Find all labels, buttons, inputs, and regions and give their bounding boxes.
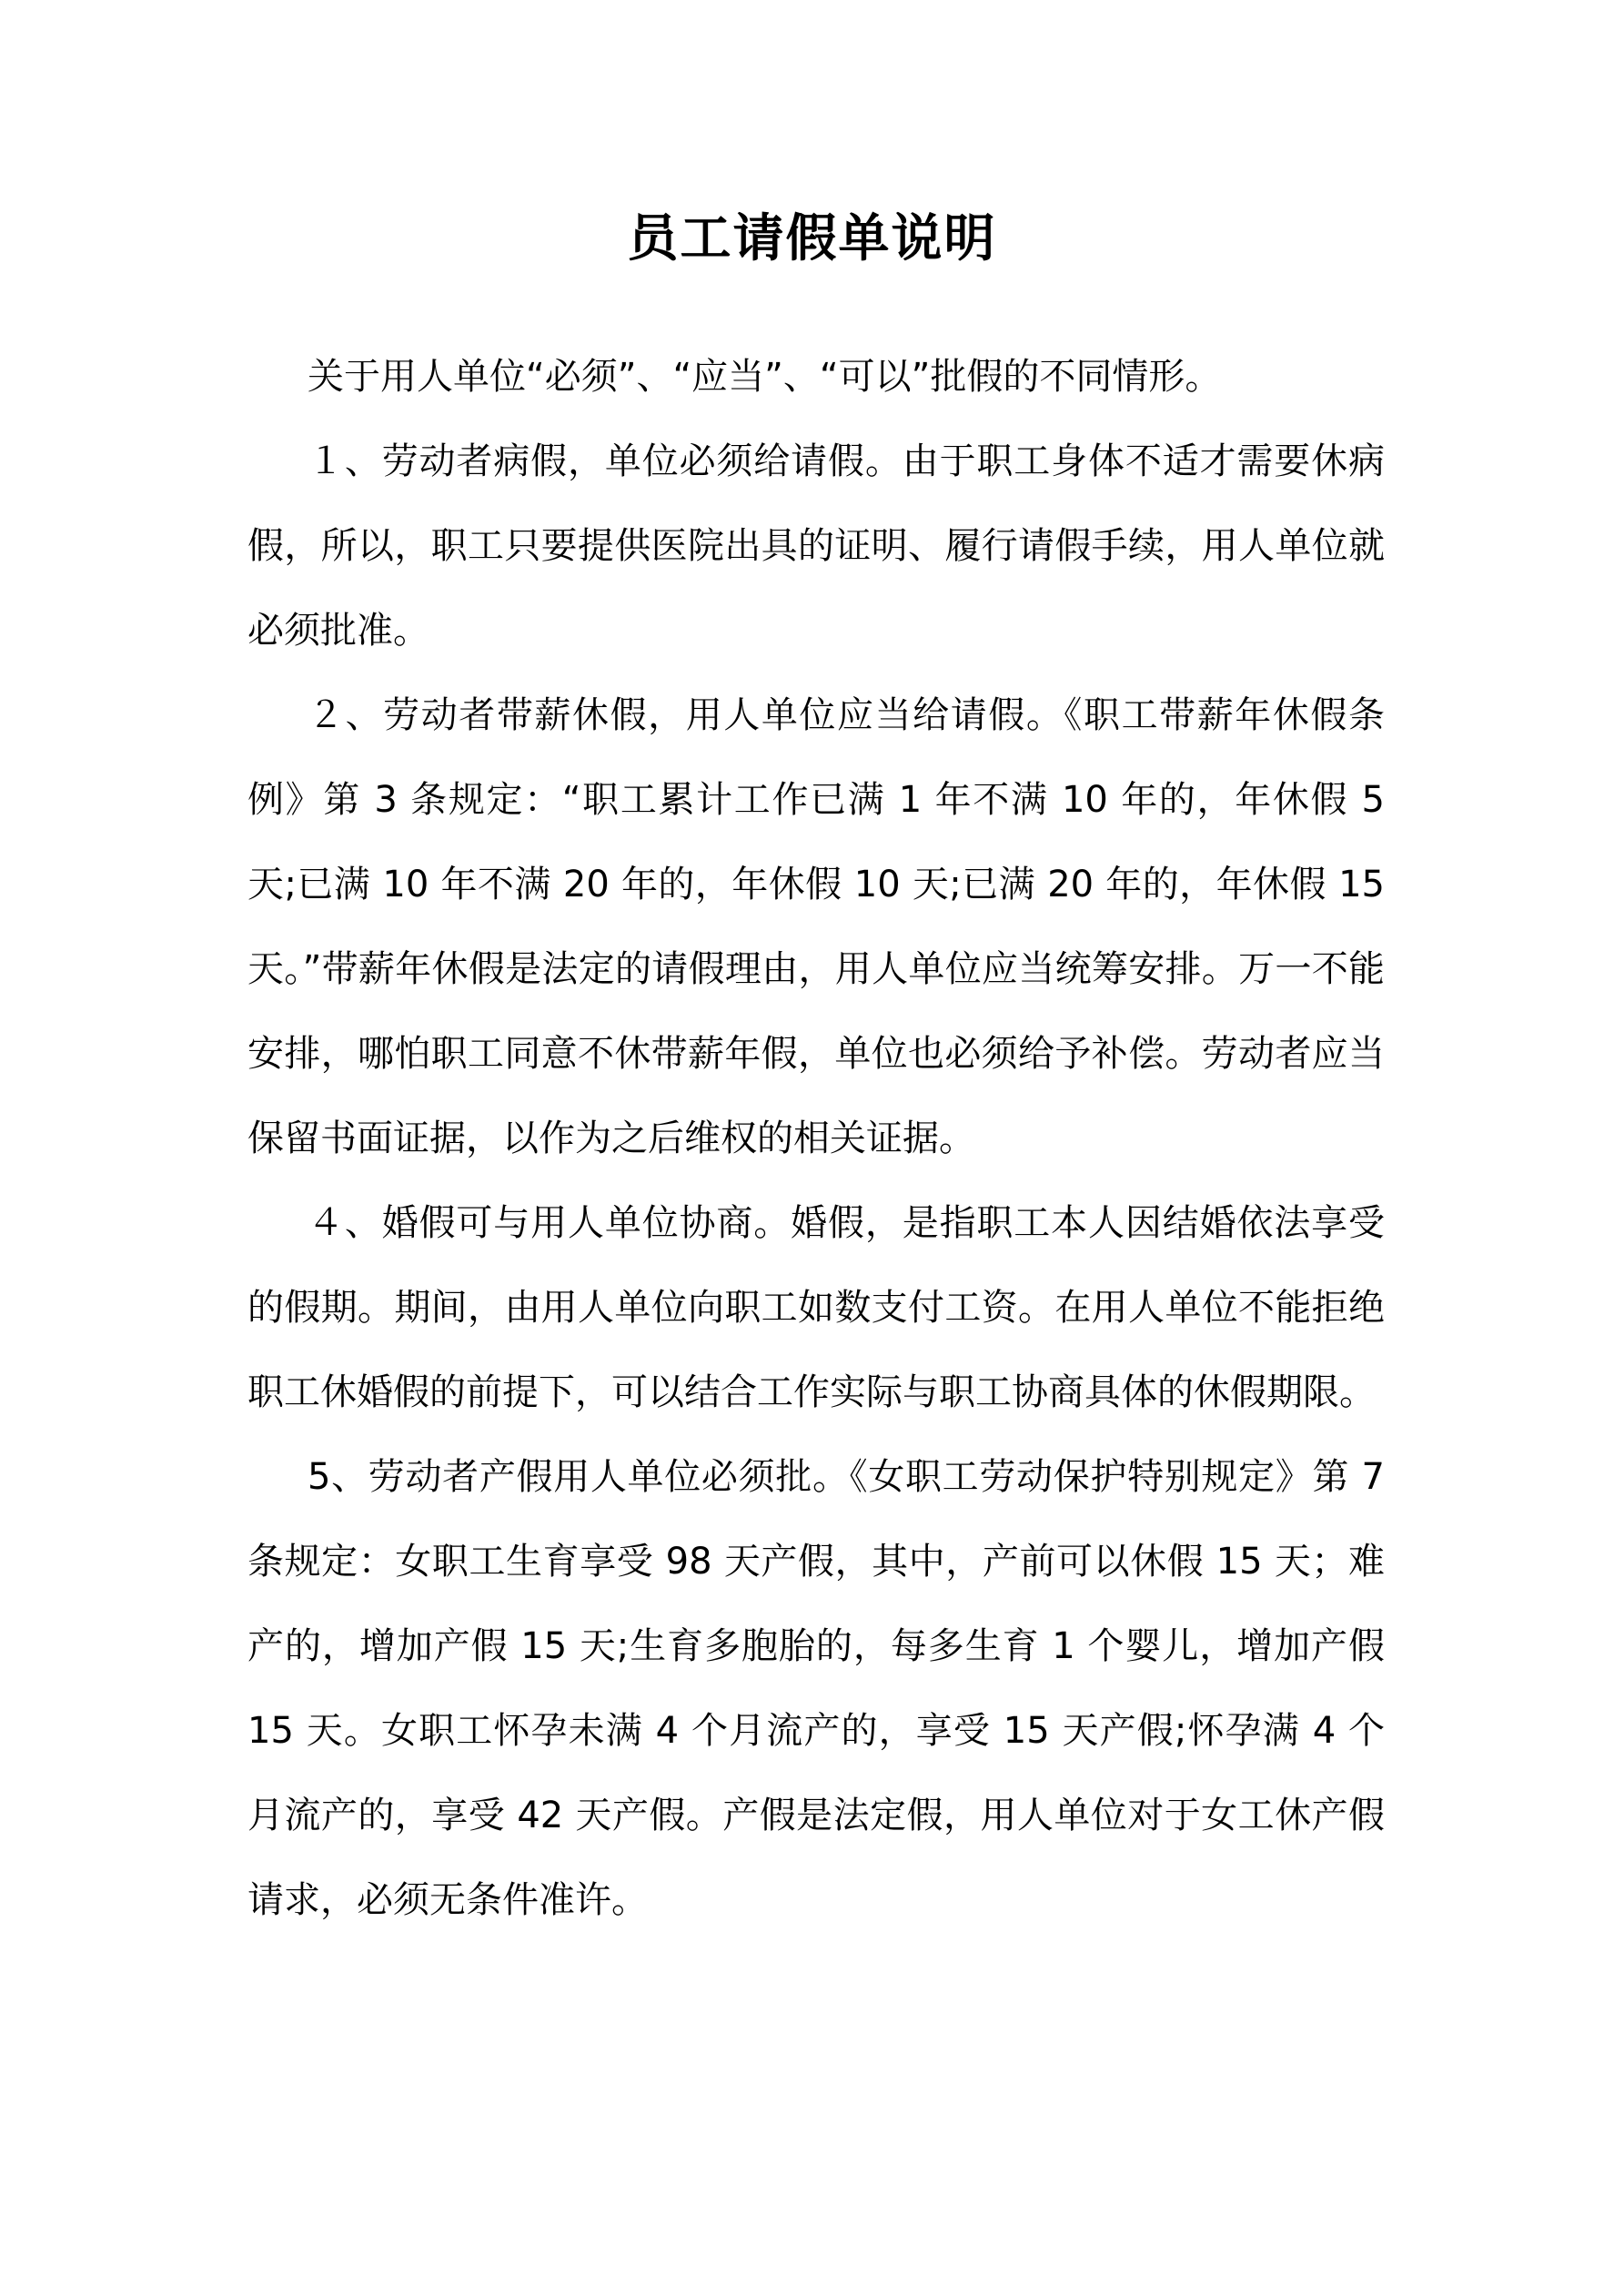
document-title: 员工请假单说明: [627, 208, 997, 268]
document-body: [247, 335, 1385, 1943]
maternity-leave-paragraph: 5、劳动者产假用人单位必须批。《女职工劳动保护特别规定》第 7 条规定：女职工生育享受 98 天产假，其中，产前可以休假 15 天；难产的，增加产假 15 天;生育多胞胎的，每多生育 1 个婴儿，增加产假 15 天。女职工怀孕未满 4 个月流产的，享受 15 天产假;怀孕满 4 个月流产的，享受 42 天产假。产假是法定假，用人单位对于女工休产假请求，必须无条件准许。: [247, 1456, 1385, 1921]
paid-annual-leave-paragraph: ２、劳动者带薪休假，用人单位应当给请假。《职工带薪年休假条例》第 3 条规定：“职工累计工作已满 1 年不满 10 年的，年休假 5 天;已满 10 年不满 20 年的，年休假 10 天;已满 20 年的，年休假 15 天。”带薪年休假是法定的请假理由，用人单位应当统筹安排。万一不能安排，哪怕职工同意不休带薪年假，单位也必须给予补偿。劳动者应当保留书面证据，以作为之后维权的相关证据。: [247, 694, 1385, 1159]
marriage-leave-paragraph: ４、婚假可与用人单位协商。婚假，是指职工本人因结婚依法享受的假期。期间，由用人单位向职工如数支付工资。在用人单位不能拒绝职工休婚假的前提下，可以结合工作实际与职工协商具体的休假期限。: [247, 1202, 1385, 1413]
sick-leave-paragraph: １、劳动者病假，单位必须给请假。由于职工身体不适才需要休病假，所以，职工只要提供医院出具的证明、履行请假手续，用人单位就必须批准。: [247, 440, 1385, 652]
intro-paragraph: 关于用人单位“必须”、“应当”、“可以”批假的不同情形。: [308, 356, 1222, 398]
